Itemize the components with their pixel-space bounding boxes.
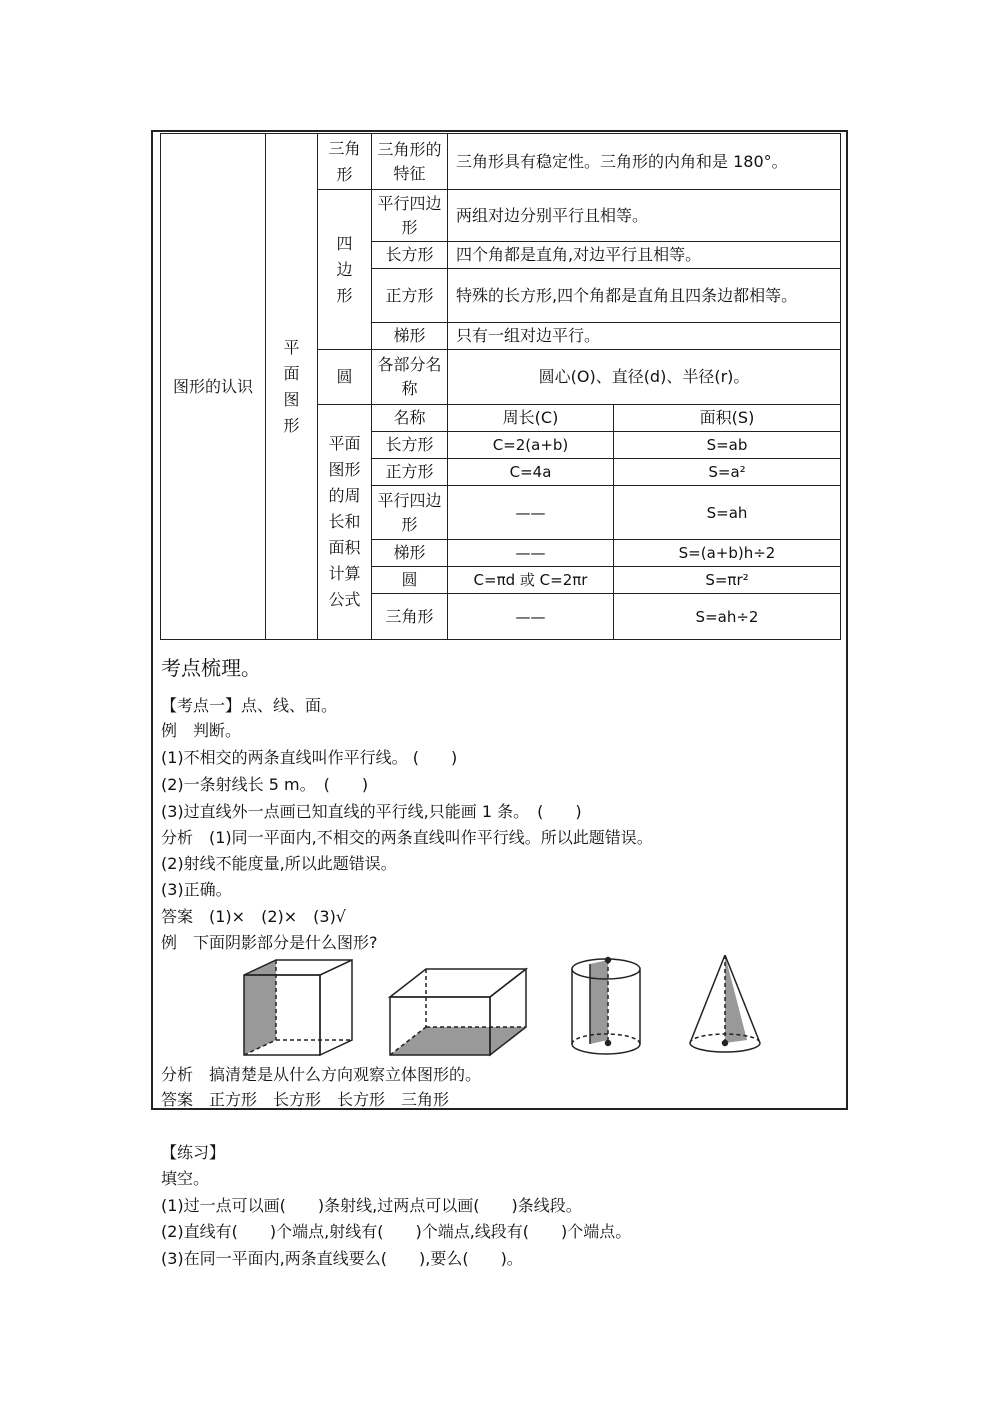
circle-desc: 圆心(O)、直径(d)、半径(r)。 xyxy=(448,350,841,405)
formula-c: C=πd 或 C=2πr xyxy=(448,567,614,594)
category-cell: 图形的认识 xyxy=(161,134,266,640)
practice-3: (3)在同一平面内,两条直线要么( ),要么( )。 xyxy=(161,1249,523,1268)
quad-desc: 四个角都是直角,对边平行且相等。 xyxy=(448,242,841,269)
analysis-3: (3)正确。 xyxy=(161,880,232,899)
formula-c: —— xyxy=(448,540,614,567)
quad-name: 长方形 xyxy=(372,242,448,269)
formula-name: 梯形 xyxy=(372,540,448,567)
formula-name: 正方形 xyxy=(372,459,448,486)
quad-name: 平行四边形 xyxy=(372,190,448,242)
practice-2: (2)直线有( )个端点,射线有( )个端点,线段有( )个端点。 xyxy=(161,1222,632,1241)
question-1: (1)不相交的两条直线叫作平行线。 ( ) xyxy=(161,748,458,767)
cylinder-figure xyxy=(572,958,640,1055)
example-label: 例 判断。 xyxy=(161,721,242,740)
formula-name: 长方形 xyxy=(372,432,448,459)
question-3: (3)过直线外一点画已知直线的平行线,只能画 1 条。 ( ) xyxy=(161,802,582,821)
formula-header: 面积(S) xyxy=(614,405,841,432)
practice-title: 【练习】 xyxy=(161,1143,226,1162)
quad-label: 四边形 xyxy=(318,190,372,350)
practice-1: (1)过一点可以画( )条射线,过两点可以画( )条线段。 xyxy=(161,1196,582,1215)
subcategory-cell: 平面图形 xyxy=(266,134,318,640)
formula-c: C=4a xyxy=(448,459,614,486)
circle-label: 圆 xyxy=(318,350,372,405)
section-title: 考点梳理。 xyxy=(161,656,261,680)
quad-name: 正方形 xyxy=(372,269,448,323)
formula-label: 平面图形的周长和面积计算公式 xyxy=(318,405,372,640)
cone-figure xyxy=(690,955,760,1052)
formula-c: —— xyxy=(448,594,614,640)
triangle-sub: 三角形的特征 xyxy=(372,134,448,190)
knowledge-table xyxy=(160,133,841,640)
answer-1: 答案 (1)× (2)× (3)√ xyxy=(161,907,347,926)
formula-s: S=(a+b)h÷2 xyxy=(614,540,841,567)
formula-name: 平行四边形 xyxy=(372,486,448,540)
triangle-desc: 三角形具有稳定性。三角形的内角和是 180°。 xyxy=(448,134,841,190)
answer-2: 答案 正方形 长方形 长方形 三角形 xyxy=(161,1090,450,1109)
formula-s: S=a² xyxy=(614,459,841,486)
quad-desc: 只有一组对边平行。 xyxy=(448,323,841,350)
formula-name: 圆 xyxy=(372,567,448,594)
solid-figures xyxy=(230,955,790,1060)
formula-c: C=2(a+b) xyxy=(448,432,614,459)
formula-s: S=ah xyxy=(614,486,841,540)
example-2: 例 下面阴影部分是什么图形? xyxy=(161,933,378,952)
formula-s: S=πr² xyxy=(614,567,841,594)
formula-c: —— xyxy=(448,486,614,540)
analysis-1: 分析 (1)同一平面内,不相交的两条直线叫作平行线。所以此题错误。 xyxy=(161,828,653,847)
formula-s: S=ah÷2 xyxy=(614,594,841,640)
cuboid-figure xyxy=(390,969,526,1055)
quad-desc: 特殊的长方形,四个角都是直角且四条边都相等。 xyxy=(448,269,841,323)
triangle-label: 三角形 xyxy=(318,134,372,190)
practice-sub: 填空。 xyxy=(161,1169,210,1188)
circle-sub: 各部分名称 xyxy=(372,350,448,405)
formula-name: 三角形 xyxy=(372,594,448,640)
question-2: (2)一条射线长 5 m。 ( ) xyxy=(161,775,369,794)
quad-desc: 两组对边分别平行且相等。 xyxy=(448,190,841,242)
analysis-4: 分析 搞清楚是从什么方向观察立体图形的。 xyxy=(161,1065,482,1084)
point-heading: 【考点一】点、线、面。 xyxy=(161,696,338,715)
formula-header: 周长(C) xyxy=(448,405,614,432)
analysis-2: (2)射线不能度量,所以此题错误。 xyxy=(161,854,397,873)
cube-figure xyxy=(244,960,352,1055)
quad-name: 梯形 xyxy=(372,323,448,350)
formula-header: 名称 xyxy=(372,405,448,432)
formula-s: S=ab xyxy=(614,432,841,459)
